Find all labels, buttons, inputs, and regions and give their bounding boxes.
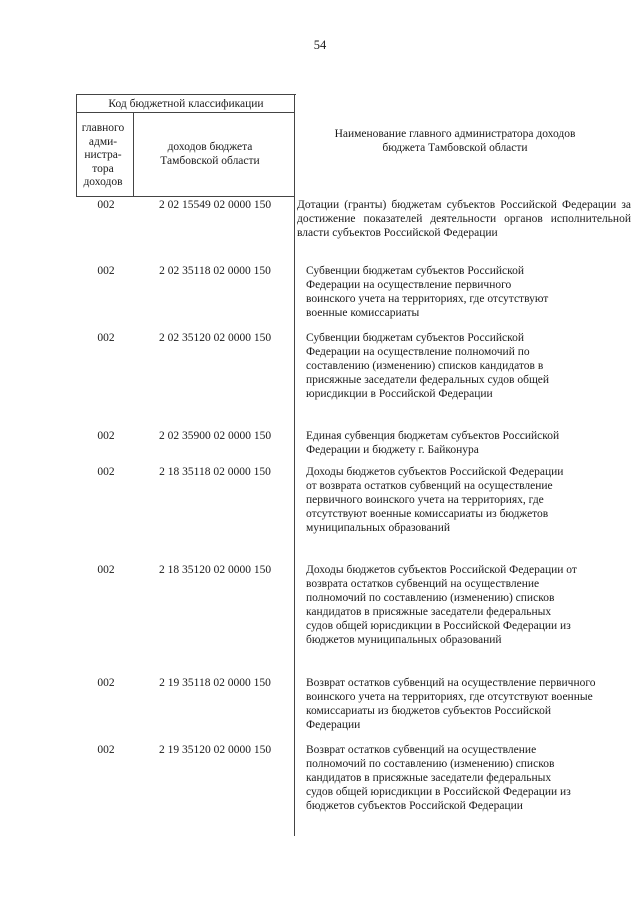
income-code: 2 18 35118 02 0000 150 <box>159 466 271 478</box>
header-col-name: Наименование главного администратора доходов бюджета Тамбовской области <box>334 128 576 154</box>
table-main-divider <box>294 94 295 836</box>
header-col-income: доходов бюджета Тамбовской области <box>160 141 260 167</box>
admin-code: 002 <box>97 265 115 277</box>
income-name: Доходы бюджетов субъектов Российской Федерации от возврата остатков субвенций на осуществление полномочий по составлению (изменению) списков кандидатов в присяжные заседатели федеральных судов общей юрисдикции в Российской Федерации из бюджетов муниципальных образований <box>306 564 577 646</box>
table-left-border <box>76 94 77 196</box>
admin-code: 002 <box>97 677 115 689</box>
header-column-divider <box>133 112 134 196</box>
income-name: Дотации (гранты) бюджетам субъектов Российской Федерации за достижение показателей деятельности органов исполнительной власти субъектов Российской Федерации <box>297 199 631 239</box>
income-code: 2 19 35120 02 0000 150 <box>158 744 272 756</box>
income-code: 2 02 35120 02 0000 150 <box>158 332 272 344</box>
admin-code: 002 <box>97 744 115 756</box>
income-name: Возврат остатков субвенций на осуществление полномочий по составлению (изменению) списков кандидатов в присяжные заседатели федеральных судов общей юрисдикции в Российской Федерации из бюджетов субъектов Российской Федерации <box>306 744 571 812</box>
income-code: 2 02 35900 02 0000 150 <box>158 430 272 442</box>
header-group-title: Код бюджетной классификации <box>108 98 264 110</box>
income-code: 2 02 15549 02 0000 150 <box>158 199 272 211</box>
income-name: Возврат остатков субвенций на осуществление первичного воинского учета на территориях, где отсутствуют военные комиссариаты из бюджетов субъектов Российской Федерации <box>306 677 596 731</box>
income-code: 2 18 35120 02 0000 150 <box>158 564 272 576</box>
header-group-divider <box>76 112 294 113</box>
header-col-admin: главного адми-нистра-тора доходов <box>81 122 125 188</box>
header-bottom-border <box>76 196 295 197</box>
page-number: 54 <box>313 38 327 52</box>
income-name: Единая субвенция бюджетам субъектов Российской Федерации и бюджету г. Байконура <box>306 430 560 456</box>
income-name: Субвенции бюджетам субъектов Российской Федерации на осуществление полномочий по составлению (изменению) списков кандидатов в присяжные заседатели федеральных судов общей юрисдикции в Российской Федерации <box>306 332 550 400</box>
admin-code: 002 <box>97 564 115 576</box>
table-top-border <box>76 94 296 95</box>
income-name: Субвенции бюджетам субъектов Российской Федерации на осуществление первичного воинского учета на территориях, где отсутствуют военные комиссариаты <box>306 265 549 319</box>
admin-code: 002 <box>97 430 115 442</box>
admin-code: 002 <box>97 332 115 344</box>
income-code: 2 19 35118 02 0000 150 <box>159 677 271 689</box>
income-name: Доходы бюджетов субъектов Российской Федерации от возврата остатков субвенций на осуществление первичного воинского учета на территориях, где отсутствуют военные комиссариаты из бюджетов муниципальных образований <box>306 466 564 534</box>
admin-code: 002 <box>97 199 115 211</box>
income-code: 2 02 35118 02 0000 150 <box>159 265 271 277</box>
admin-code: 002 <box>97 466 115 478</box>
